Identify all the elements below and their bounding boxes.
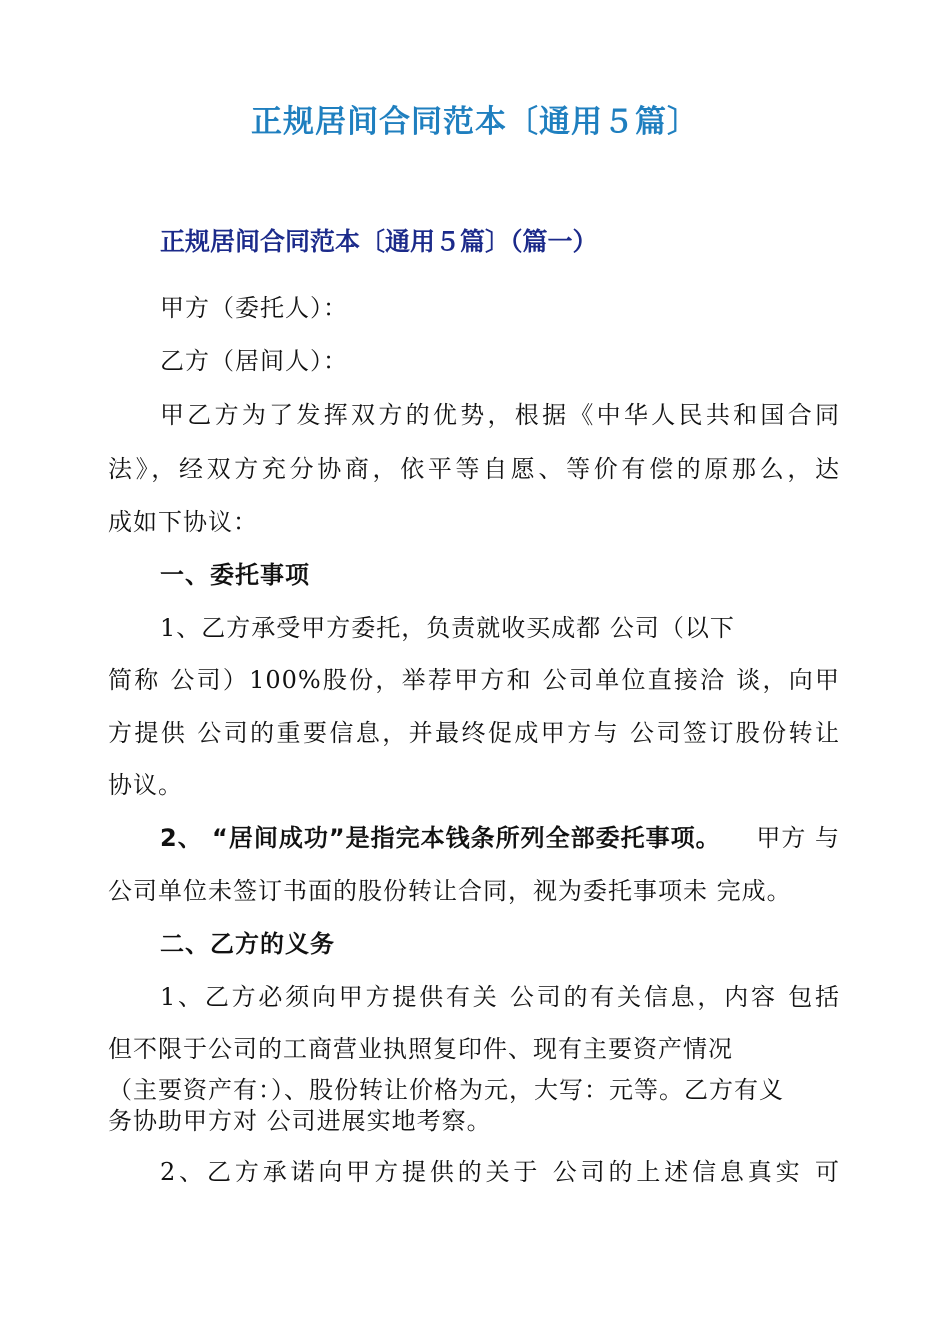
document-title: 正规居间合同范本〔通用５篇〕 — [251, 104, 699, 140]
duty1-line-1: 1、乙方必须向甲方提供有关 公司的有关信息，内容 包括 — [160, 983, 840, 1011]
duty2-line-1: 2、乙方承诺向甲方提供的关于 公司的上述信息真实 可 — [160, 1158, 840, 1186]
intro-line-2: 法》，经双方充分协商，依平等自愿、等价有偿的原那么，达 — [108, 455, 840, 483]
heading-entrusted-matters: 一、委托事项 — [160, 561, 310, 589]
duty1-line-2: 但不限于公司的工商营业执照复印件、现有主要资产情况 — [108, 1035, 733, 1063]
item1-line-2: 简称 公司）100%股份，举荐甲方和 公司单位直接洽 谈，向甲 — [108, 666, 840, 694]
item1-line-4: 协议。 — [108, 771, 183, 799]
section-title: 正规居间合同范本〔通用５篇〕（篇一） — [160, 227, 598, 256]
intro-line-1: 甲乙方为了发挥双方的优势，根据《中华人民共和国合同 — [160, 401, 840, 429]
duty1-line-3: （主要资产有：）、股份转让价格为元，大写：元等。乙方有义 — [108, 1076, 784, 1104]
item2-line-1 — [160, 818, 840, 853]
party-b-line: 乙方（居间人）： — [160, 347, 348, 375]
duty1-line-4: 务协助甲方对 公司进展实地考察。 — [108, 1107, 492, 1135]
item2-bold-text: 2、 “居间成功”是指完本钱条所列全部委托事项。 — [160, 824, 721, 852]
item2-line-2: 公司单位未签订书面的股份转让合同，视为委托事项未 完成。 — [108, 877, 792, 905]
item2-rest-text: 甲方 与 — [756, 824, 840, 852]
intro-line-3: 成如下协议： — [108, 508, 258, 536]
party-a-line: 甲方（委托人）： — [160, 294, 348, 322]
item1-line-3: 方提供 公司的重要信息，并最终促成甲方与 公司签订股份转让 — [108, 719, 840, 747]
heading-party-b-duties: 二、乙方的义务 — [160, 930, 335, 958]
item1-line-1: 1、乙方承受甲方委托，负责就收买成都 公司（以下 — [160, 614, 735, 642]
